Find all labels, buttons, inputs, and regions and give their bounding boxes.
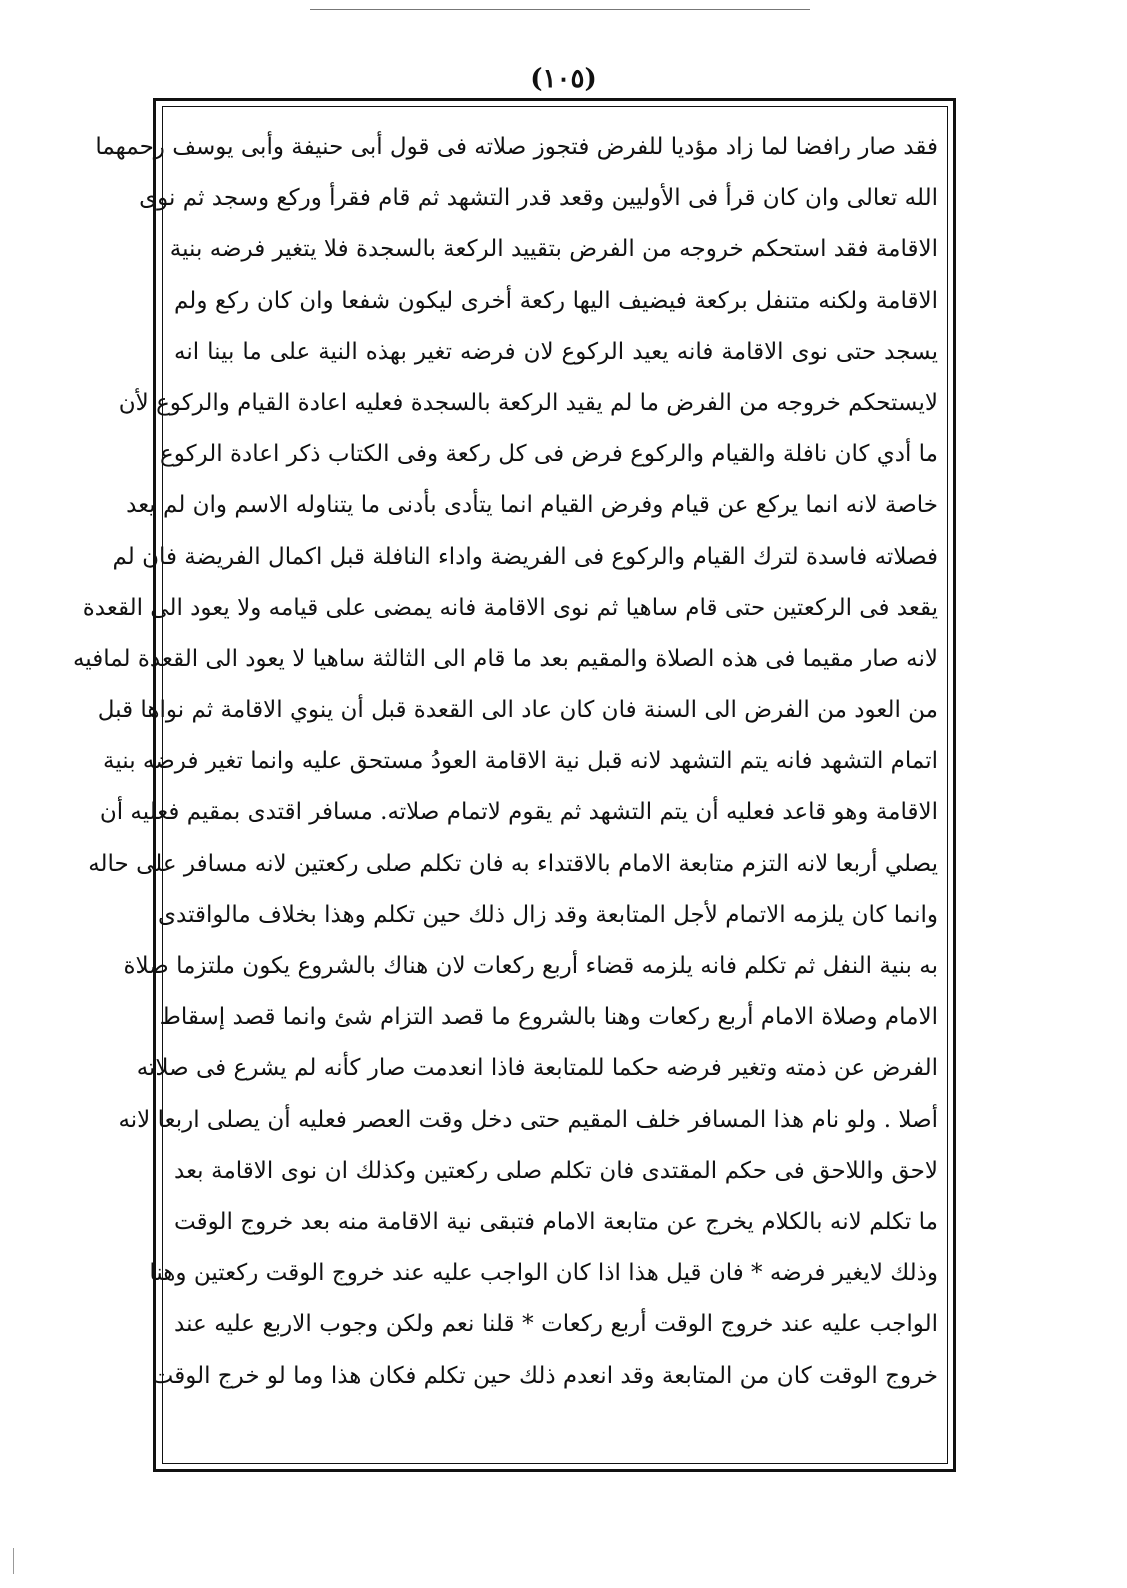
top-rule	[310, 9, 810, 10]
text-line: اتمام التشهد فانه يتم التشهد لانه قبل نية الاقامة العودُ مستحق عليه وانما تغير فرضه بنية	[102, 748, 938, 775]
text-line: يصلي أربعا لانه التزم متابعة الامام بالاقتداء به فان تكلم صلى ركعتين لانه مسافر على حاله	[88, 850, 938, 877]
text-line: لانه صار مقيما فى هذه الصلاة والمقيم بعد ما قام الى الثالثة ساهيا لا يعود الى القعدة لمافيه	[72, 645, 938, 672]
text-line: فقد صار رافضا لما زاد مؤديا للفرض فتجوز صلاته فى قول أبى حنيفة وأبى يوسف رحمهما	[95, 134, 938, 160]
text-line: يسجد حتى نوى الاقامة فانه يعيد الركوع لان فرضه تغير بهذه النية على ما بينا انه	[174, 338, 938, 365]
text-line: به بنية النفل ثم تكلم فانه يلزمه قضاء أربع ركعات لان هناك بالشروع يكون ملتزما صلاة	[123, 953, 938, 979]
text-line: ما أدي كان نافلة والقيام والركوع فرض فى كل ركعة وفى الكتاب ذكر اعادة الركوع	[159, 441, 938, 468]
body-text	[72, 122, 938, 1456]
margin-mark	[13, 1548, 14, 1574]
text-line: لاحق واللاحق فى حكم المقتدى فان تكلم صلى ركعتين وكذلك ان نوى الاقامة بعد	[174, 1157, 938, 1184]
text-line: وانما كان يلزمه الاتمام لأجل المتابعة وقد زال ذلك حين تكلم وهذا بخلاف مالواقتدى	[158, 901, 938, 928]
text-line: وذلك لايغير فرضه * فان قيل هذا اذا كان الواجب عليه عند خروج الوقت ركعتين وهنا	[149, 1260, 938, 1287]
text-line: أصلا . ولو نام هذا المسافر خلف المقيم حتى دخل وقت العصر فعليه أن يصلى اربعا لانه	[118, 1106, 938, 1133]
text-line: خروج الوقت كان من المتابعة وقد انعدم ذلك حين تكلم فكان هذا وما لو خرج الوقت	[151, 1362, 938, 1389]
text-line: الفرض عن ذمته وتغير فرضه حكما للمتابعة فاذا انعدمت صار كأنه لم يشرع فى صلاته	[136, 1055, 938, 1082]
text-line: لايستحكم خروجه من الفرض ما لم يقيد الركعة بالسجدة فعليه اعادة القيام والركوع لأن	[118, 389, 938, 416]
text-line: من العود من الفرض الى السنة فان كان عاد الى القعدة قبل أن ينوي الاقامة ثم نواها قبل	[97, 697, 938, 724]
text-line: الواجب عليه عند خروج الوقت أربع ركعات * قلنا نعم ولكن وجوب الاربع عليه عند	[174, 1311, 938, 1338]
page-number: (١٠٥)	[530, 64, 597, 94]
text-line: الله تعالى وان كان قرأ فى الأوليين وقعد قدر التشهد ثم قام فقرأ وركع وسجد ثم نوى	[139, 185, 938, 212]
text-line: خاصة لانه انما يركع عن قيام وفرض القيام انما يتأدى بأدنى ما يتناوله الاسم وان لم يعد	[126, 492, 938, 519]
text-line: الاقامة ولكنه متنفل بركعة فيضيف اليها ركعة أخرى ليكون شفعا وان كان ركع ولم	[174, 287, 938, 314]
text-line: الامام وصلاة الامام أربع ركعات وهنا بالشروع ما قصد التزام شئ وانما قصد إسقاط	[159, 1004, 938, 1031]
text-line: يقعد فى الركعتين حتى قام ساهيا ثم نوى الاقامة فانه يمضى على قيامه ولا يعود الى القعدة	[82, 594, 938, 621]
text-line: ما تكلم لانه بالكلام يخرج عن متابعة الامام فتبقى نية الاقامة منه بعد خروج الوقت	[174, 1208, 938, 1235]
text-line: الاقامة فقد استحكم خروجه من الفرض بتقييد الركعة بالسجدة فلا يتغير فرضه بنية	[169, 236, 938, 263]
text-line: فصلاته فاسدة لترك القيام والركوع فى الفريضة واداء النافلة قبل اكمال الفريضة فان لم	[112, 543, 938, 570]
text-line: الاقامة وهو قاعد فعليه أن يتم التشهد ثم يقوم لاتمام صلاته. مسافر اقتدى بمقيم فعليه أن	[99, 799, 938, 826]
